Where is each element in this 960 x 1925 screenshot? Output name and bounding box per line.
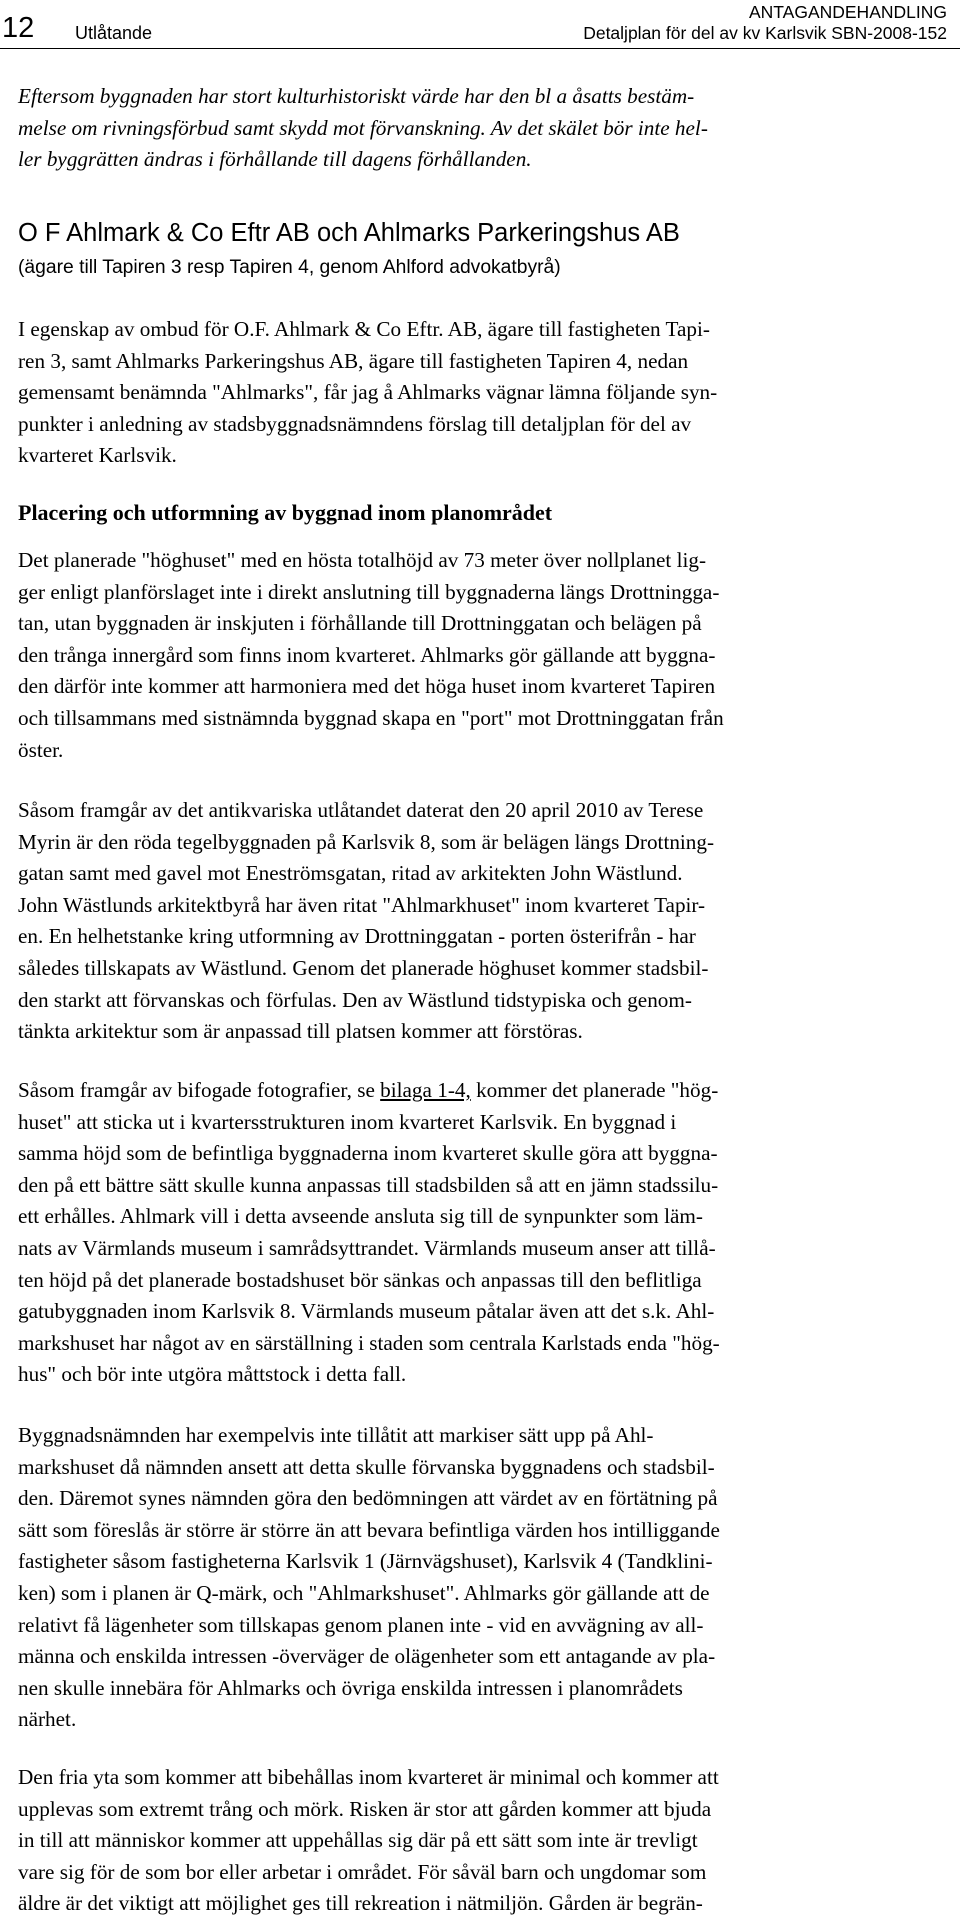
text-line: markshuset har något av en särställning i staden som centrala Karlstads enda "hög- [18,1330,720,1355]
text-line: upplevas som extremt trång och mörk. Risken är stor att gården kommer att bjuda [18,1796,712,1821]
submitter-details: (ägare till Tapiren 3 resp Tapiren 4, genom Ahlford advokatbyrå) [18,257,561,278]
text-line: den starkt att förvanskas och förfulas. Den av Wästlund tidstypiska och genom- [18,987,692,1012]
text-line: markshuset då nämnden ansett att detta skulle förvanska byggnadens och stadsbil- [18,1454,715,1479]
paragraph-antiquarian [18,795,950,1048]
text-line: ren 3, samt Ahlmarks Parkeringshus AB, ägare till fastigheten Tapiren 4, nedan [18,348,689,373]
text-line: relativt få lägenheter som tillskapas genom planen inte - vid en avvägning av all- [18,1612,704,1637]
page-number: 12 [2,12,35,44]
text-line: ett erhålles. Ahlmark vill i detta avseende ansluta sig till de synpunkter som läm- [18,1204,703,1229]
text-line: samma höjd som de befintliga byggnaderna inom kvarteret skulle göra att byggna- [18,1141,718,1166]
text-line: Myrin är den röda tegelbyggnaden på Karlsvik 8, som är belägen längs Drottning- [18,829,715,854]
text-line: melse om rivningsförbud samt skydd mot förvanskning. Av det skälet bör inte hel- [18,115,708,140]
text-line: gatan samt med gavel mot Eneströmsgatan, ritad av arkitekten John Wästlund. [18,861,683,886]
text-line: ten höjd på det planerade bostadshuset bör sänkas och anpassas till den beflitliga [18,1267,702,1292]
text-line: gemensamt benämnda "Ahlmarks", får jag å Ahlmarks vägnar lämna följande syn- [18,380,718,405]
attachment-link[interactable]: bilaga 1-4, [380,1078,471,1102]
text-line: en. En helhetstanke kring utformning av Drottninggatan - porten österifrån - har [18,924,696,949]
text-line: huset" att sticka ut i kvartersstrukturen inom kvarteret Karlsvik. En byggnad i [18,1109,677,1134]
text-line: den på ett bättre sätt skulle kunna anpassas till stadsbilden så att en jämn stadssilu- [18,1172,719,1197]
text-line: Det planerade "höghuset" med en hösta totalhöjd av 73 meter över nollplanet lig- [18,548,707,572]
paragraph-building-committee [18,1420,950,1736]
paragraph-placement [18,545,950,766]
text-line: Eftersom byggnaden har stort kulturhistoriskt värde har den bl a åsatts bestäm- [18,84,695,108]
text-line: gatubyggnaden inom Karlsvik 8. Värmlands museum påtalar även att det s.k. Ahl- [18,1299,715,1324]
text-line: den därför inte kommer att harmoniera med det höga huset inom kvarteret Tapiren [18,674,716,699]
text-line: Den fria yta som kommer att bibehållas inom kvarteret är minimal och kommer att [18,1765,719,1789]
text-line: ler byggrätten ändras i förhållande till dagens förhållanden. [18,147,532,172]
text-line: I egenskap av ombud för O.F. Ahlmark & Co Eftr. AB, ägare till fastigheten Tapi- [18,317,710,341]
document-status: ANTAGANDEHANDLING [748,2,947,22]
text-line: kvarteret Karlsvik. [18,443,177,468]
italic-quote-paragraph [18,81,950,176]
text-line [18,1075,950,1107]
intro-paragraph [18,314,950,472]
text-line: den trånga innergård som finns inom kvarteret. Ahlmarks gör gällande att byggna- [18,642,716,667]
text-line: närhet. [18,1707,77,1732]
text-line: hus" och bör inte utgöra måttstock i detta fall. [18,1362,407,1387]
text-line: och tillsammans med sistnämnda byggnad skapa en "port" mot Drottninggatan från [18,705,724,730]
section-heading: Placering och utformning av byggnad inom planområdet [18,500,553,525]
text-line: männa och enskilda intressen -överväger de olägenheter som ett antagande av pla- [18,1644,716,1669]
text-line: tan, utan byggnaden är inskjuten i förhållande till Drottninggatan och belägen på [18,611,702,636]
text-line: öster. [18,737,64,762]
text-line: punkter i anledning av stadsbyggnadsnämndens förslag till detaljplan för del av [18,411,692,436]
text-line: tänkta arkitektur som är anpassad till platsen kommer att förstöras. [18,1019,583,1044]
text-line: nen skulle innebära för Ahlmarks och övriga enskilda intressen i planområdets [18,1675,683,1700]
text-segment: Såsom framgår av bifogade fotografier, se [18,1078,381,1102]
text-line: Såsom framgår av det antikvariska utlåtandet daterat den 20 april 2010 av Terese [18,798,704,822]
text-line: sätt som föreslås är större är större än att bevara befintliga värden hos intilliggande [18,1517,720,1542]
text-line: den. Däremot synes nämnden göra den bedömningen att värdet av en förtätning på [18,1486,718,1511]
text-line: Byggnadsnämnden har exempelvis inte tillåtit att markiser sätt upp på Ahl- [18,1423,654,1447]
text-line: äldre är det viktigt att möjlighet ges till rekreation i nätmiljön. Gården är begrän- [18,1891,703,1916]
plan-title: Detaljplan för del av kv Karlsvik SBN-2008-152 [583,23,947,43]
text-line: in till att människor kommer att uppehållas sig där på ett sätt som inte är trevligt [18,1828,698,1853]
text-segment: kommer det planerade "hög- [470,1078,719,1102]
text-line: således tillskapats av Wästlund. Genom det planerade höghuset kommer stadsbil- [18,955,709,980]
header-right [583,2,947,44]
text-line: ger enligt planförslaget inte i direkt anslutning till byggnaderna längs Drottningga- [18,579,720,604]
paragraph-open-space [18,1762,950,1920]
header-divider [0,48,960,49]
submitter-name: O F Ahlmark & Co Eftr AB och Ahlmarks Parkeringshus AB [18,219,680,247]
text-line: nats av Värmlands museum i samrådsyttrandet. Värmlands museum anser att tillå- [18,1235,716,1260]
text-line: ken) som i planen är Q-märk, och "Ahlmarkshuset". Ahlmarks gör gällande att de [18,1580,710,1605]
paragraph-photographs [18,1075,950,1391]
text-line: John Wästlunds arkitektbyrå har även ritat "Ahlmarkhuset" inom kvarteret Tapir- [18,892,706,917]
document-type: Utlåtande [75,23,153,43]
text-line: vare sig för de som bor eller arbetar i området. För såväl barn och ungdomar som [18,1859,707,1884]
text-line: fastigheter såsom fastigheterna Karlsvik 1 (Järnvägshuset), Karlsvik 4 (Tandklini- [18,1549,713,1574]
